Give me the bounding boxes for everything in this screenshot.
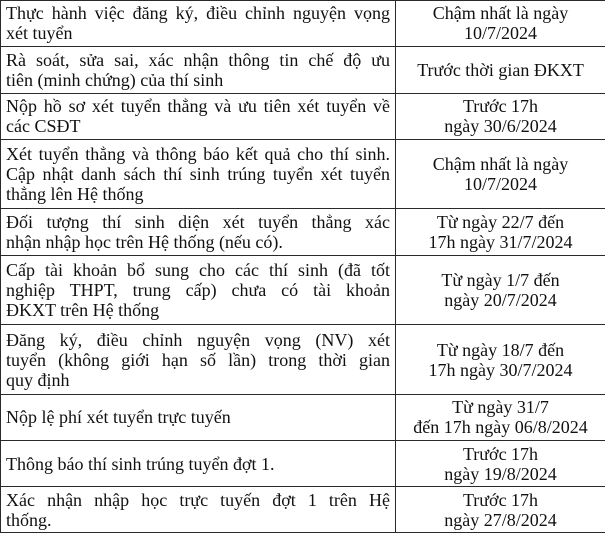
deadline-line: ngày 27/8/2024 [444, 509, 557, 530]
table-row [1, 209, 605, 256]
deadline-cell [396, 93, 605, 140]
deadline-line: Từ ngày 31/7 [452, 397, 549, 418]
deadline-line: 17h ngày 30/7/2024 [428, 359, 573, 380]
task-cell [1, 441, 396, 487]
task-line: tuyển (không giới hạn số lần) trong thời gian [6, 349, 390, 370]
task-line: nhận nhập học trên Hệ thống (nếu có). [6, 232, 283, 253]
deadline-cell [396, 46, 605, 93]
task-cell [1, 256, 396, 325]
table-row [1, 487, 605, 533]
deadline-line: Chậm nhất là ngày [432, 3, 569, 24]
task-line: Thông báo thí sinh trúng tuyển đợt 1. [6, 453, 275, 474]
task-line: Xác nhận nhập học trực tuyến đợt 1 trên Hệ [6, 489, 390, 510]
table-row [1, 140, 605, 209]
task-line: thẳng lên Hệ thống [6, 184, 144, 205]
deadline-line: Chậm nhất là ngày [432, 154, 569, 175]
deadline-line: ngày 19/8/2024 [444, 463, 557, 484]
deadline-line: 17h ngày 31/7/2024 [428, 232, 573, 253]
deadline-line: Trước thời gian ĐKXT [417, 59, 584, 80]
deadline-cell [396, 441, 605, 487]
deadline-line: ngày 20/7/2024 [444, 290, 557, 311]
task-line: Cấp tài khoản bổ sung cho các thí sinh (đã tốt [6, 260, 390, 281]
table-row [1, 394, 605, 441]
deadline-cell [396, 394, 605, 441]
task-line: Rà soát, sửa sai, xác nhận thông tin chế độ ưu [6, 49, 390, 70]
deadline-line: 10/7/2024 [463, 174, 537, 195]
task-line: xét tuyển [6, 23, 73, 44]
task-line: Cập nhật danh sách thí sinh trúng tuyển xét tuyển [6, 164, 390, 185]
task-cell [1, 394, 396, 441]
task-cell [1, 93, 396, 140]
deadline-line: ngày 30/6/2024 [444, 116, 557, 137]
deadline-cell [396, 209, 605, 256]
deadline-line: 10/7/2024 [463, 23, 537, 44]
table-row [1, 93, 605, 140]
task-line: Thực hành việc đăng ký, điều chỉnh nguyện vọng [6, 3, 390, 24]
deadline-line: Trước 17h [462, 489, 539, 510]
table-row [1, 1, 605, 47]
task-line: tiên (minh chứng) của thí sinh [6, 69, 224, 90]
task-cell [1, 140, 396, 209]
task-line: Xét tuyển thẳng và thông báo kết quả cho thí sinh. [6, 144, 390, 165]
task-cell [1, 325, 396, 394]
deadline-line: Từ ngày 1/7 đến [441, 270, 560, 291]
deadline-cell [396, 140, 605, 209]
deadline-line: Trước 17h [462, 96, 539, 117]
table-row [1, 46, 605, 93]
deadline-line: Từ ngày 18/7 đến [436, 339, 565, 360]
task-line: Đối tượng thí sinh diện xét tuyển thẳng xác [6, 212, 390, 233]
task-cell [1, 209, 396, 256]
task-line: Nộp lệ phí xét tuyển trực tuyến [6, 407, 231, 428]
task-cell [1, 46, 396, 93]
deadline-cell [396, 487, 605, 533]
table-row [1, 325, 605, 394]
deadline-cell [396, 256, 605, 325]
task-line: nghiệp THPT, trung cấp) chưa có tài khoản [6, 280, 390, 301]
deadline-line: Trước 17h [462, 443, 539, 464]
task-line: quy định [6, 369, 70, 390]
table-row [1, 441, 605, 487]
deadline-cell [396, 1, 605, 47]
task-line: Nộp hồ sơ xét tuyển thẳng và ưu tiên xét tuyển về [6, 96, 390, 117]
table-row [1, 256, 605, 325]
task-line: các CSĐT [6, 116, 81, 137]
task-cell [1, 487, 396, 533]
deadline-line: đến 17h ngày 06/8/2024 [413, 417, 588, 438]
deadline-line: Từ ngày 22/7 đến [436, 212, 565, 233]
task-line: Đăng ký, điều chỉnh nguyện vọng (NV) xét [6, 329, 390, 350]
task-line: ĐKXT trên Hệ thống [6, 300, 160, 321]
task-line: thống. [6, 509, 52, 530]
deadline-cell [396, 325, 605, 394]
schedule-body [1, 1, 605, 533]
task-cell [1, 1, 396, 47]
